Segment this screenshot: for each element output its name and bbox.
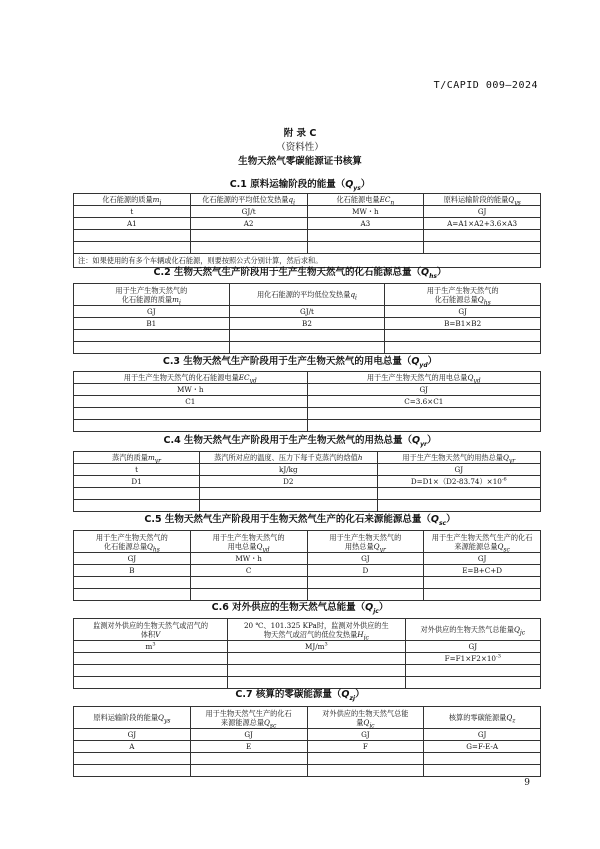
table-row (74, 577, 541, 589)
section-c4-title: C.4 生物天然气生产阶段用于生产生物天然气的用热总量$(Q_{yr})$ (163, 435, 437, 448)
table-row (74, 330, 541, 342)
header-cell: 用于生产生物天然气的用电总量$Q_{yd}$ (307, 372, 541, 384)
table-row (74, 531, 541, 553)
header-cell: 化石能源的平均低位发热量$q_i$ (190, 194, 307, 206)
header-cell: 用于生产生物天然气的 用电总量$Q_{yd}$ (190, 531, 307, 553)
table-c4 (73, 451, 541, 512)
section-c1-title: C.1 原料运输阶段的能量$(Q_{ys})$ (229, 179, 371, 192)
header-cell: 用于生产生物天然气生产的化石 来源能源总量$Q_{sc}$ (424, 531, 541, 553)
unit-cell: GJ (424, 553, 541, 565)
unit-cell: GJ (405, 641, 540, 653)
table-row (74, 619, 541, 641)
unit-cell: GJ (74, 729, 191, 741)
value-cell: E=B+C+D (424, 565, 541, 577)
value-cell: F (307, 741, 424, 753)
unit-cell: $m^3$ (74, 641, 228, 653)
value-cell: D (307, 565, 424, 577)
table-row (74, 284, 541, 306)
table-row (74, 206, 541, 218)
header-cell: 用于生产生物天然气的 化石能源总量$Q_{hs}$ (74, 531, 191, 553)
section-c2-title: C.2 生物天然气生产阶段用于生产生物天然气的化石能源总量$(Q_{hs})$ (153, 267, 447, 280)
table-row (74, 464, 541, 476)
unit-cell: $MJ/m^3$ (228, 641, 405, 653)
value-cell: A=A1×A2+3.6×A3 (424, 218, 541, 230)
value-cell: B (74, 565, 191, 577)
appendix-title: 附 录 C (283, 128, 317, 139)
appendix-nature: （资料性） (276, 142, 324, 153)
table-row (74, 641, 541, 653)
unit-cell: MW・h (74, 384, 308, 396)
header-cell: 监测对外供应的生物天然气或沼气的 体积V (74, 619, 228, 641)
table-note: 注：如果使用的有多个车辆或化石能源，则要按照公式分别计算，然后求和。 (74, 254, 541, 268)
value-cell: A3 (307, 218, 424, 230)
unit-cell: GJ (307, 729, 424, 741)
section-c3-title: C.3 生物天然气生产阶段用于生产生物天然气的用电总量$(Q_{yd})$ (162, 356, 438, 369)
value-cell: $F=F1\times F2\times 10^{-3}$ (405, 653, 540, 665)
header-cell: 用于生产生物天然气的用热总量$Q_{yr}$ (377, 452, 540, 464)
value-cell: $D=D1\times(D2-83.74)\times 10^{-6}$ (377, 476, 540, 488)
table-row (74, 488, 541, 500)
unit-cell: GJ (74, 553, 191, 565)
appendix-heading (0, 127, 600, 169)
table-row (74, 396, 541, 408)
table-c7 (73, 706, 541, 777)
header-cell: 用于生产生物天然气的化石能源电量$EC_{yd}$ (74, 372, 308, 384)
value-cell: B=B1×B2 (385, 318, 541, 330)
document-code: T/CAPID 009—2024 (433, 80, 538, 91)
value-cell: D2 (200, 476, 377, 488)
unit-cell: MW・h (190, 553, 307, 565)
value-cell: C1 (74, 396, 308, 408)
section-c5-title: C.5 生物天然气生产阶段用于生物天然气生产的化石来源能源总量$(Q_{sc})$ (144, 514, 456, 527)
unit-cell: t (74, 464, 200, 476)
table-row (74, 665, 541, 677)
unit-cell: GJ (190, 729, 307, 741)
table-row (74, 729, 541, 741)
header-cell: 原料运输阶段的能量$Q_{ys}$ (74, 707, 191, 729)
table-row (74, 384, 541, 396)
header-cell: 原料运输阶段的能量$Q_{ys}$ (424, 194, 541, 206)
header-cell: 对外供应的生物天然气总能量$Q_{jc}$ (405, 619, 540, 641)
header-cell: 蒸汽所对应的温度、压力下每千克蒸汽的焓值h (200, 452, 377, 464)
value-cell: A1 (74, 218, 191, 230)
table-row (74, 753, 541, 765)
header-cell: 用于生产生物天然气的 化石能源总量$Q_{hs}$ (385, 284, 541, 306)
header-cell: 用于生产生物天然气的 用热总量$Q_{yr}$ (307, 531, 424, 553)
appendix-name: 生物天然气零碳能源证书核算 (238, 156, 362, 167)
section-c6-title: C.6 对外供应的生物天然气总能量$(Q_{jc})$ (211, 602, 389, 615)
header-cell: 化石能源的质量$m_i$ (74, 194, 191, 206)
table-row (74, 653, 541, 665)
value-cell: B1 (74, 318, 230, 330)
table-row (74, 707, 541, 729)
unit-cell: kJ/kg (200, 464, 377, 476)
header-cell: 用于生产生物天然气的 化石能源的质量$m_i$ (74, 284, 230, 306)
table-c6 (73, 618, 541, 689)
value-cell: E (190, 741, 307, 753)
header-cell: 蒸汽的质量$m_{yr}$ (74, 452, 200, 464)
table-c2 (73, 283, 541, 354)
table-row (74, 342, 541, 354)
unit-cell: GJ/t (190, 206, 307, 218)
table-c1 (73, 193, 541, 268)
table-row (74, 242, 541, 254)
table-c3 (73, 371, 541, 432)
table-row (74, 420, 541, 432)
table-row (74, 741, 541, 753)
unit-cell: MW・h (307, 206, 424, 218)
value-cell (74, 653, 228, 665)
value-cell: G=F-E-A (424, 741, 541, 753)
header-cell: 对外供应的生物天然气总能 量$Q_{jc}$ (307, 707, 424, 729)
table-row (74, 500, 541, 512)
table-row (74, 476, 541, 488)
value-cell: A2 (190, 218, 307, 230)
header-cell: 化石能源电量$EC_n$ (307, 194, 424, 206)
table-row (74, 218, 541, 230)
table-row (74, 194, 541, 206)
header-cell: 用于生物天然气生产的化石 来源能源总量$Q_{sc}$ (190, 707, 307, 729)
unit-cell: GJ (424, 729, 541, 741)
unit-cell: t (74, 206, 191, 218)
unit-cell: GJ (385, 306, 541, 318)
page-number: 9 (524, 778, 530, 788)
value-cell: C=3.6×C1 (307, 396, 541, 408)
table-row (74, 230, 541, 242)
table-row (74, 306, 541, 318)
header-cell: 用化石能源的平均低位发热量$q_i$ (229, 284, 385, 306)
unit-cell: GJ (377, 464, 540, 476)
value-cell: B2 (229, 318, 385, 330)
table-row (74, 765, 541, 777)
value-cell: A (74, 741, 191, 753)
value-cell: D1 (74, 476, 200, 488)
value-cell: C (190, 565, 307, 577)
table-row (74, 408, 541, 420)
value-cell (228, 653, 405, 665)
unit-cell: GJ (307, 384, 541, 396)
section-c7-title: C.7 核算的零碳能源量$(Q_{zj})$ (235, 689, 365, 702)
unit-cell: GJ/t (229, 306, 385, 318)
table-row (74, 553, 541, 565)
unit-cell: GJ (307, 553, 424, 565)
header-cell: 20 ℃、101.325 KPa时，监测对外供应的生 物天然气或沼气的低位发热量$H_{jc}$ (228, 619, 405, 641)
unit-cell: GJ (74, 306, 230, 318)
table-row (74, 565, 541, 577)
header-cell: 核算的零碳能源量$Q_z$ (424, 707, 541, 729)
unit-cell: GJ (424, 206, 541, 218)
table-row (74, 372, 541, 384)
table-c5 (73, 530, 541, 601)
table-row (74, 452, 541, 464)
table-row (74, 318, 541, 330)
